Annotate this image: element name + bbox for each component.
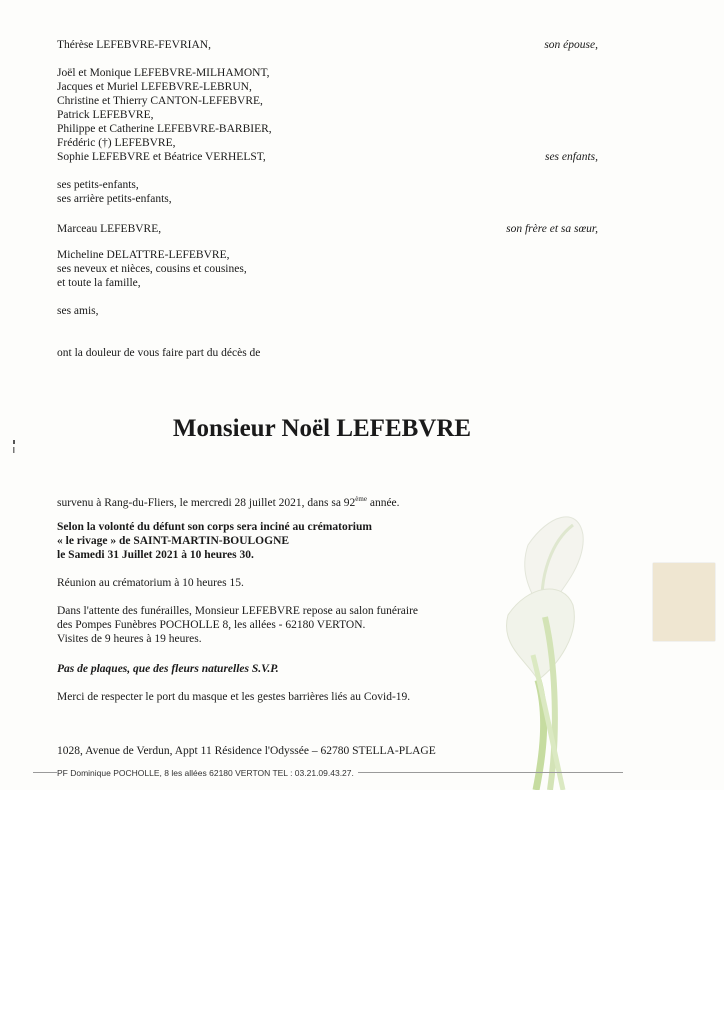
death-line xyxy=(57,492,400,510)
death-superscript: ème xyxy=(355,495,367,503)
famille-line: ses neveux et nièces, cousins et cousines, xyxy=(57,263,247,275)
blank-area xyxy=(0,790,724,1024)
announce-line: ont la douleur de vous faire part du décès de xyxy=(57,347,261,359)
enfants-role: ses enfants, xyxy=(544,151,598,163)
calla-lily-image xyxy=(488,505,608,790)
enfant-line: Jacques et Muriel LEFEBVRE-LEBRUN, xyxy=(57,81,252,93)
covid-line: Merci de respecter le port du masque et les gestes barrières liés au Covid-19. xyxy=(57,691,411,703)
epouse-role: son épouse, xyxy=(544,39,598,51)
ceremony-line: Selon la volonté du défunt son corps sera inciné au crématorium xyxy=(57,521,372,533)
attente-line: Dans l'attente des funérailles, Monsieur LEFEBVRE repose au salon funéraire xyxy=(57,605,419,617)
enfant-line: Frédéric (†) LEFEBVRE, xyxy=(57,137,176,149)
ceremony-line: « le rivage » de SAINT-MARTIN-BOULOGNE xyxy=(57,535,290,547)
deceased-name: Monsieur Noël LEFEBVRE xyxy=(172,415,472,442)
amis-line: ses amis, xyxy=(57,305,99,317)
enfant-line: Patrick LEFEBVRE, xyxy=(57,109,154,121)
famille-line: Micheline DELATTRE-LEFEBVRE, xyxy=(57,249,230,261)
frere-name: Marceau LEFEBVRE, xyxy=(57,223,162,235)
footer-text: PF Dominique POCHOLLE, 8 les allées 62180 VERTON TEL : 03.21.09.43.27. xyxy=(57,768,358,779)
plaques-line: Pas de plaques, que des fleurs naturelles S.V.P. xyxy=(57,663,279,675)
enfant-line: Sophie LEFEBVRE et Béatrice VERHELST, xyxy=(57,151,266,163)
scan-mark xyxy=(12,440,16,454)
famille-line: et toute la famille, xyxy=(57,277,141,289)
enfant-line: Christine et Thierry CANTON-LEFEBVRE, xyxy=(57,95,263,107)
petits-enfants-line: ses arrière petits-enfants, xyxy=(57,193,172,205)
paper-scrap xyxy=(653,563,715,641)
death-text: survenu à Rang-du-Fliers, le mercredi 28 juillet 2021, dans sa 92 xyxy=(57,497,356,509)
enfant-line: Philippe et Catherine LEFEBVRE-BARBIER, xyxy=(57,123,272,135)
address-line: 1028, Avenue de Verdun, Appt 11 Résidence l'Odyssée – 62780 STELLA-PLAGE xyxy=(57,745,436,757)
frere-role: son frère et sa sœur, xyxy=(506,223,598,235)
death-text-end: année. xyxy=(366,497,400,509)
epouse-name: Thérèse LEFEBVRE-FEVRIAN, xyxy=(57,39,211,51)
attente-line: des Pompes Funèbres POCHOLLE 8, les allées - 62180 VERTON. xyxy=(57,619,366,631)
petits-enfants-line: ses petits-enfants, xyxy=(57,179,139,191)
enfant-line: Joël et Monique LEFEBVRE-MILHAMONT, xyxy=(57,67,270,79)
attente-line: Visites de 9 heures à 19 heures. xyxy=(57,633,202,645)
reunion-line: Réunion au crématorium à 10 heures 15. xyxy=(57,577,244,589)
ceremony-line: le Samedi 31 Juillet 2021 à 10 heures 30. xyxy=(57,549,254,561)
